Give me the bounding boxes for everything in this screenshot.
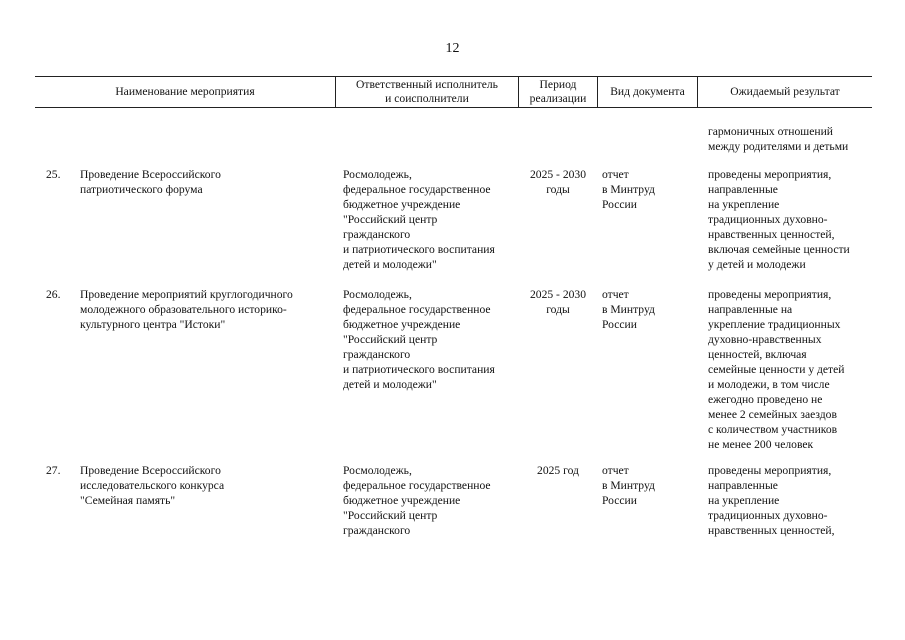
expected-result: проведены мероприятия, направленные на укрепление традиционных духовно- нравственных ценностей, включая семейные ценности у детей и молодежи bbox=[708, 168, 850, 271]
period: 2025 год bbox=[537, 464, 579, 477]
row-number: 25. bbox=[46, 168, 61, 181]
header-period: Период реализации bbox=[529, 78, 587, 105]
table-header-rule bbox=[35, 107, 872, 108]
row-number: 27. bbox=[46, 464, 61, 477]
event-name: Проведение Всероссийского исследовательского конкурса "Семейная память" bbox=[80, 464, 225, 507]
period: 2025 - 2030 годы bbox=[529, 168, 587, 196]
period: 2025 - 2030 годы bbox=[529, 288, 587, 316]
executor: Росмолодежь, федеральное государственное бюджетное учреждение "Российский центр гражданского и патриотического воспитания детей и молодежи" bbox=[343, 288, 495, 391]
row-number: 26. bbox=[46, 288, 61, 301]
header-result: Ожидаемый результат bbox=[730, 85, 840, 98]
expected-result: проведены мероприятия, направленные на укрепление традиционных духовно-нравственных ценностей, включая семейные ценности у детей и молодежи, в том числе ежегодно проведено не менее 2 семейных заездов с количеством участников не менее 200 человек bbox=[708, 288, 845, 451]
document-type: отчет в Минтруд России bbox=[602, 168, 655, 211]
page-number: 12 bbox=[445, 41, 460, 56]
header-executor: Ответственный исполнитель и соисполнители bbox=[356, 78, 498, 105]
header-doc-type: Вид документа bbox=[610, 85, 685, 98]
event-name: Проведение Всероссийского патриотического форума bbox=[80, 168, 221, 196]
continuation-result: гармоничных отношений между родителями и детьми bbox=[708, 125, 849, 153]
executor: Росмолодежь, федеральное государственное бюджетное учреждение "Российский центр гражданского и патриотического воспитания детей и молодежи" bbox=[343, 168, 495, 271]
document-type: отчет в Минтруд России bbox=[602, 288, 655, 331]
expected-result: проведены мероприятия, направленные на укрепление традиционных духовно- нравственных ценностей, bbox=[708, 464, 835, 537]
header-event-name: Наименование мероприятия bbox=[115, 85, 255, 98]
document-type: отчет в Минтруд России bbox=[602, 464, 655, 507]
executor: Росмолодежь, федеральное государственное бюджетное учреждение "Российский центр гражданского bbox=[343, 464, 491, 537]
event-name: Проведение мероприятий круглогодичного молодежного образовательного историко- культурного центра "Истоки" bbox=[80, 288, 293, 331]
